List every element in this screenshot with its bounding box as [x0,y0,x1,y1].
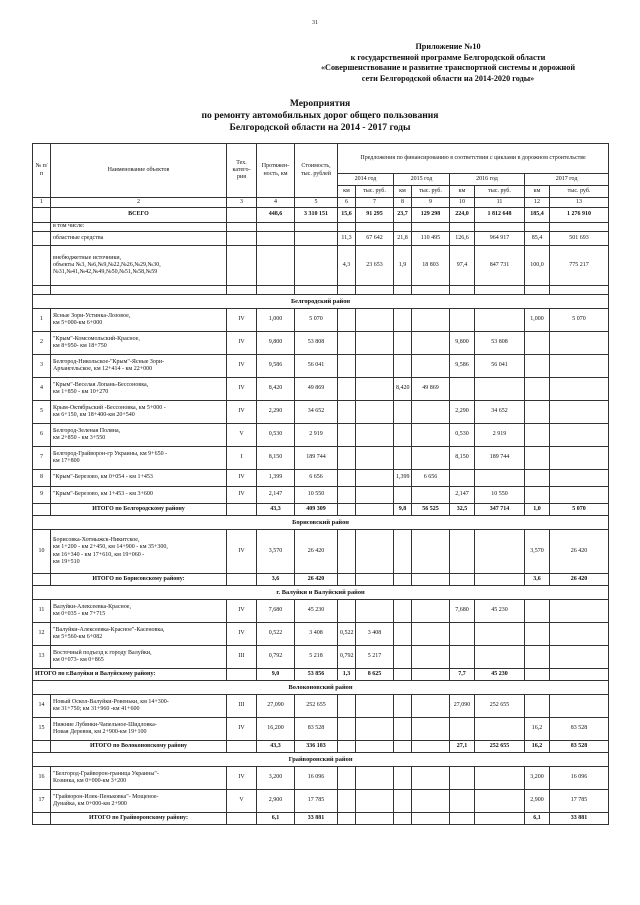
row-cost: 10 550 [295,487,338,504]
subtotal-2017-km: 16,2 [525,741,550,753]
row-cost: 49 869 [295,378,338,401]
regional-2014-km: 11,3 [338,232,356,246]
regional-label: областные средства [51,232,227,246]
row-num: 8 [33,470,51,487]
header-length: Протяжен-ность, км [257,144,295,198]
row-num: 3 [33,355,51,378]
row-category: III [227,646,257,669]
row-category: V [227,424,257,447]
title-line-1: Мероприятия [289,98,351,109]
row-category: IV [227,487,257,504]
subtotal-2016-km: 7,7 [450,669,475,681]
row-2016-rub: 56 041 [475,355,525,378]
section-volokonovsky: Волоконовский район [33,681,609,695]
header-rub: тыс. руб. [412,186,450,198]
row-2016-km: 2,147 [450,487,475,504]
row-2016-km: 27,090 [450,695,475,718]
col-number: 6 [338,198,356,208]
table-row [33,470,609,487]
row-num: 9 [33,487,51,504]
row-cost: 45 230 [295,600,338,623]
header-year-2015: 2015 год [394,174,450,186]
row-category: IV [227,378,257,401]
row-length: 0,530 [257,424,295,447]
row-num: 16 [33,767,51,790]
row-category: IV [227,718,257,741]
subtotal-row [33,741,609,753]
row-num: 5 [33,401,51,424]
subtotal-cost: 336 183 [295,741,338,753]
table-row [33,695,609,718]
row-length: 8,150 [257,447,295,470]
row-name-line: Борисовка-Хотмыжск-Никитское, [53,537,140,544]
subtotal-2017-rub: 5 070 [550,504,609,516]
row-length: 7,680 [257,600,295,623]
incl-row [33,223,609,232]
total-2017-rub: 1 276 910 [550,208,609,223]
total-label: ВСЕГО [51,208,227,223]
page-number: 31 [312,20,318,26]
row-name [51,424,227,447]
subtotal-row [33,574,609,586]
subtotal-cost: 26 420 [295,574,338,586]
row-name [51,309,227,332]
subtotal-2017-rub: 26 420 [550,574,609,586]
spacer-row [33,286,609,295]
row-category: IV [227,401,257,424]
row-cost: 252 655 [295,695,338,718]
row-name-line: Валуйки-Алексеевка-Красное, [53,603,131,610]
subtotal-2015-km: 9,8 [394,504,412,516]
header-rub: тыс. руб. [475,186,525,198]
subtotal-2016-rub: 252 655 [475,741,525,753]
subtotal-2016-km: 27,1 [450,741,475,753]
row-name-line: Восточный подъезд к городу Валуйки, [53,649,152,656]
table-row [33,718,609,741]
total-2014-km: 15,6 [338,208,356,223]
row-num: 10 [33,530,51,574]
regional-2017-km: 85,4 [525,232,550,246]
row-name-line: Нижние Лубянки-Чапельное-Шидловка- [53,721,157,728]
row-name [51,790,227,813]
appendix-line-1: Приложение №10 [415,42,481,51]
row-category: IV [227,309,257,332]
table-row [33,447,609,470]
table-row [33,530,609,574]
table-header-row [33,144,609,174]
total-2017-km: 185,4 [525,208,550,223]
row-cost: 5 070 [295,309,338,332]
row-2014-rub: 3 408 [356,623,394,646]
table-row [33,401,609,424]
col-number: 3 [227,198,257,208]
extra-2017-rub: 775 217 [550,246,609,286]
row-cost: 189 744 [295,447,338,470]
row-name-line: Белгород-Никольское-"Крым"-Ясные Зори- [53,358,165,365]
title-line-2: по ремонту автомобильных дорог общего пользования [201,110,439,121]
row-name [51,623,227,646]
row-name-line: Белгород-Зеленая Поляна, [53,427,121,434]
subtotal-label: ИТОГО по Грайворонскому району: [51,813,227,825]
col-number: 5 [295,198,338,208]
subtotal-2016-rub: 45 230 [475,669,525,681]
row-length: 1,000 [257,309,295,332]
table-row [33,646,609,669]
total-2014-rub: 91 295 [356,208,394,223]
regional-2016-rub: 964 917 [475,232,525,246]
row-name-line: Ясные Зори-Устинка-Лозовое, [53,312,131,319]
header-num: № п/п [33,144,51,198]
row-name-line: км 5+000-км 6+000 [53,320,103,326]
table-row [33,309,609,332]
row-2016-rub: 2 919 [475,424,525,447]
subtotal-label: ИТОГО по Белгородскому району [51,504,227,516]
subtotal-cost: 33 881 [295,813,338,825]
subtotal-row [33,504,609,516]
row-2017-rub: 5 070 [550,309,609,332]
row-name-line: Крым-Октябрьский -Бессоновка, км 5+000 - [53,404,166,411]
row-name-line: "Крым"-Комсомольский-Красное, [53,335,140,342]
extra-2017-km: 100,0 [525,246,550,286]
row-name-line: "Грайворон-Илек-Пеньковка"- Мощеное- [53,793,159,800]
row-2017-km: 3,570 [525,530,550,574]
subtotal-2017-rub: 83 528 [550,741,609,753]
row-name [51,355,227,378]
row-2016-rub: 34 652 [475,401,525,424]
document-title [150,98,490,134]
row-length: 27,090 [257,695,295,718]
subtotal-2017-km: 1,0 [525,504,550,516]
row-2014-km: 0,522 [338,623,356,646]
row-name-line: км 5+560-км 6+082 [53,634,103,640]
appendix-line-3: «Совершенствование и развитие транспортной системы и дорожной [320,63,576,72]
row-name: "Крым"-Березово, км 1+453 - км 3+600 [51,487,227,504]
subtotal-2017-km: 3,6 [525,574,550,586]
row-length: 0,522 [257,623,295,646]
title-line-3: Белгородской области на 2014 - 2017 годы [229,122,411,133]
row-cost: 5 218 [295,646,338,669]
regional-2017-rub: 501 693 [550,232,609,246]
row-name-line: км 31+750; км 31+960 -км 41+600 [53,706,140,712]
row-2016-rub: 53 808 [475,332,525,355]
row-2017-km: 16,2 [525,718,550,741]
subtotal-2017-km: 6,1 [525,813,550,825]
header-rub: тыс. руб. [356,186,394,198]
table-row [33,332,609,355]
row-2016-rub: 189 744 [475,447,525,470]
subtotal-length: 9,0 [257,669,295,681]
row-name [51,600,227,623]
row-2017-km: 3,200 [525,767,550,790]
regional-2015-rub: 110 495 [412,232,450,246]
extra-2015-km: 1,9 [394,246,412,286]
row-2016-km: 8,150 [450,447,475,470]
row-name [51,530,227,574]
section-row [33,516,609,530]
col-number: 10 [450,198,475,208]
col-number: 12 [525,198,550,208]
row-num: 14 [33,695,51,718]
extra-2014-rub: 23 653 [356,246,394,286]
subtotal-cost: 53 856 [295,669,338,681]
row-num: 4 [33,378,51,401]
row-num: 13 [33,646,51,669]
row-2015-km: 8,420 [394,378,412,401]
row-cost: 56 041 [295,355,338,378]
subtotal-2014-rub: 8 625 [356,669,394,681]
section-borisov: Борисовский район [33,516,609,530]
row-category: I [227,447,257,470]
appendix-line-4: сети Белгородской области на 2014-2020 годы» [361,73,535,83]
col-number: 4 [257,198,295,208]
column-number-row [33,198,609,208]
row-num: 1 [33,309,51,332]
row-name-line: Новый Оскол-Валуйки-Ровеньки, км 14+300- [53,698,169,705]
row-length: 0,792 [257,646,295,669]
header-km: км [338,186,356,198]
row-2015-km: 1,399 [394,470,412,487]
row-length: 8,420 [257,378,295,401]
header-cost: Стоимость, тыс. рублей [295,144,338,198]
row-num: 2 [33,332,51,355]
row-name-line: Новая Деревня, км 2+900-км 19+100 [53,729,147,735]
row-length: 9,586 [257,355,295,378]
row-length: 3,200 [257,767,295,790]
subtotal-2016-km: 32,5 [450,504,475,516]
row-2016-km: 0,530 [450,424,475,447]
subtotal-length: 3,6 [257,574,295,586]
header-km: км [525,186,550,198]
header-year-2016: 2016 год [450,174,525,186]
row-category: IV [227,767,257,790]
section-belgorod: Белгородский район [33,295,609,309]
row-2016-km: 9,586 [450,355,475,378]
extra-2016-km: 97,4 [450,246,475,286]
row-category: IV [227,600,257,623]
row-name-line: Козинка, км 0+000-км 3+200 [53,778,127,784]
subtotal-row [33,669,609,681]
total-2016-km: 224,0 [450,208,475,223]
total-2015-km: 23,7 [394,208,412,223]
row-length: 9,800 [257,332,295,355]
row-2016-rub: 252 655 [475,695,525,718]
extrabudget-label-1: внебюджетные источники, [53,254,122,261]
row-cost: 3 408 [295,623,338,646]
table-row [33,767,609,790]
table-row [33,623,609,646]
row-cost: 16 096 [295,767,338,790]
row-name-line: Дунайка, км 0+000-км 2+900 [53,801,127,807]
table-row [33,355,609,378]
subtotal-2014-km: 1,3 [338,669,356,681]
row-name-line: км 0+073- км 0+865 [53,657,104,663]
subtotal-length: 43,3 [257,741,295,753]
row-2016-rub: 10 550 [475,487,525,504]
col-number: 2 [51,198,227,208]
row-category: III [227,695,257,718]
regional-2015-km: 21,8 [394,232,412,246]
regional-funds-row [33,232,609,246]
header-funding: Предложения по финансированию в соответствии с циклами в дорожном строительстве [338,144,609,174]
table-row [33,600,609,623]
header-km: км [450,186,475,198]
section-grayvoron: Грайворонский район [33,753,609,767]
row-name [51,767,227,790]
header-rub: тыс. руб. [550,186,609,198]
row-name-line: "Валуйки-Алексеевка-Красное"-Касеновка, [53,626,165,633]
total-2015-rub: 129 298 [412,208,450,223]
col-number: 11 [475,198,525,208]
section-row [33,586,609,600]
row-name-line: км 0+035 - км 7+715 [53,611,106,617]
row-cost: 2 919 [295,424,338,447]
row-name-line: км 8+950- км 18+750 [53,343,107,349]
section-row [33,295,609,309]
extrabudget-label-2: объекты №3, №6,№9,№22,№26,№29,№30, [53,261,161,268]
subtotal-label: ИТОГО по г.Валуйки и Валуйскому району: [33,669,227,681]
row-name [51,378,227,401]
col-number: 1 [33,198,51,208]
table-row [33,378,609,401]
row-name-line: км 1+200 - км 2+450, км 14+900 - км 35+300, [53,544,168,551]
row-name-line: Архангельское, км 12+414 - км 22+000 [53,366,153,372]
extrabudget-label-3: №31,№41,№42,№49,№50,№51,№58,№59 [53,269,158,276]
subtotal-2017-rub: 33 881 [550,813,609,825]
subtotal-cost: 409 309 [295,504,338,516]
extra-2015-rub: 18 803 [412,246,450,286]
row-num: 15 [33,718,51,741]
row-length: 2,147 [257,487,295,504]
regional-2016-km: 126,6 [450,232,475,246]
row-num: 7 [33,447,51,470]
row-num: 11 [33,600,51,623]
row-name [51,718,227,741]
table-row [33,487,609,504]
extrabudget-row [33,246,609,286]
subtotal-2016-rub: 347 714 [475,504,525,516]
row-length: 2,900 [257,790,295,813]
row-name-line: Белгород-Грайворон-гр Украины, км 9+650 - [53,450,168,457]
row-cost: 34 652 [295,401,338,424]
header-category: Тех. катего-рия [227,144,257,198]
row-name [51,646,227,669]
section-row [33,753,609,767]
row-2016-km: 9,800 [450,332,475,355]
extra-2016-rub: 847 731 [475,246,525,286]
row-name: "Крым"-Березово, км 0+054 - км 1+453 [51,470,227,487]
row-2017-rub: 17 785 [550,790,609,813]
total-row [33,208,609,223]
total-cost: 3 310 151 [295,208,338,223]
row-name [51,401,227,424]
row-2016-km: 2,290 [450,401,475,424]
section-valuyki: г. Валуйки и Валуйский район [33,586,609,600]
subtotal-label: ИТОГО по Волоконовскому району [51,741,227,753]
row-2016-rub: 45 230 [475,600,525,623]
appendix-header [300,42,596,84]
row-name [51,695,227,718]
row-length: 2,290 [257,401,295,424]
row-cost: 83 528 [295,718,338,741]
row-name-line: км 19+510 [53,558,80,565]
row-cost: 53 808 [295,332,338,355]
row-2016-km: 7,680 [450,600,475,623]
row-name-line: км 2+850 - км 3+550 [53,435,106,441]
col-number: 7 [356,198,394,208]
row-category: IV [227,355,257,378]
appendix-line-2: к государственной программе Белгородской области [350,52,546,62]
row-2017-km: 1,000 [525,309,550,332]
header-km: км [394,186,412,198]
col-number: 8 [394,198,412,208]
subtotal-label: ИТОГО по Борисовскому району: [51,574,227,586]
row-num: 12 [33,623,51,646]
row-2015-rub: 6 656 [412,470,450,487]
repair-table [32,143,609,825]
section-row [33,681,609,695]
table-row [33,424,609,447]
header-year-2017: 2017 год [525,174,609,186]
header-year-2014: 2014 год [338,174,394,186]
row-length: 16,200 [257,718,295,741]
subtotal-row [33,813,609,825]
extrabudget-label [51,246,227,286]
header-name: Наименование объектов [51,144,227,198]
row-2017-rub: 83 528 [550,718,609,741]
row-2017-km: 2,900 [525,790,550,813]
col-number: 13 [550,198,609,208]
row-name [51,332,227,355]
row-name-line: "Белгород-Грайворон-граница Украины"- [53,770,159,777]
row-category: IV [227,470,257,487]
total-length: 448,6 [257,208,295,223]
subtotal-2015-rub: 56 525 [412,504,450,516]
row-category: IV [227,530,257,574]
subtotal-length: 6,1 [257,813,295,825]
row-2014-km: 0,792 [338,646,356,669]
row-name-line: км 6+150, км 18+400-км 20+540 [53,412,135,418]
row-category: IV [227,332,257,355]
incl-label: в том числе: [51,223,227,232]
total-2016-rub: 1 812 648 [475,208,525,223]
table-row [33,790,609,813]
row-name-line: км 16+340 - км 17+610, км 19+060 - [53,551,145,558]
row-name-line: км 1+850 - км 10+270 [53,389,109,395]
row-name [51,447,227,470]
row-2017-rub: 16 096 [550,767,609,790]
row-name-line: "Крым"-Веселая Лопань-Бессоновка, [53,381,149,388]
row-2014-rub: 5 217 [356,646,394,669]
row-cost: 26 420 [295,530,338,574]
row-2015-rub: 49 869 [412,378,450,401]
row-cost: 6 656 [295,470,338,487]
subtotal-length: 43,3 [257,504,295,516]
col-number: 9 [412,198,450,208]
row-num: 17 [33,790,51,813]
regional-2014-rub: 67 642 [356,232,394,246]
row-category: IV [227,623,257,646]
row-cost: 17 785 [295,790,338,813]
row-num: 6 [33,424,51,447]
row-name-line: км 17+800 [53,458,80,464]
row-length: 3,570 [257,530,295,574]
row-category: V [227,790,257,813]
row-2017-rub: 26 420 [550,530,609,574]
extra-2014-km: 4,3 [338,246,356,286]
row-length: 1,399 [257,470,295,487]
